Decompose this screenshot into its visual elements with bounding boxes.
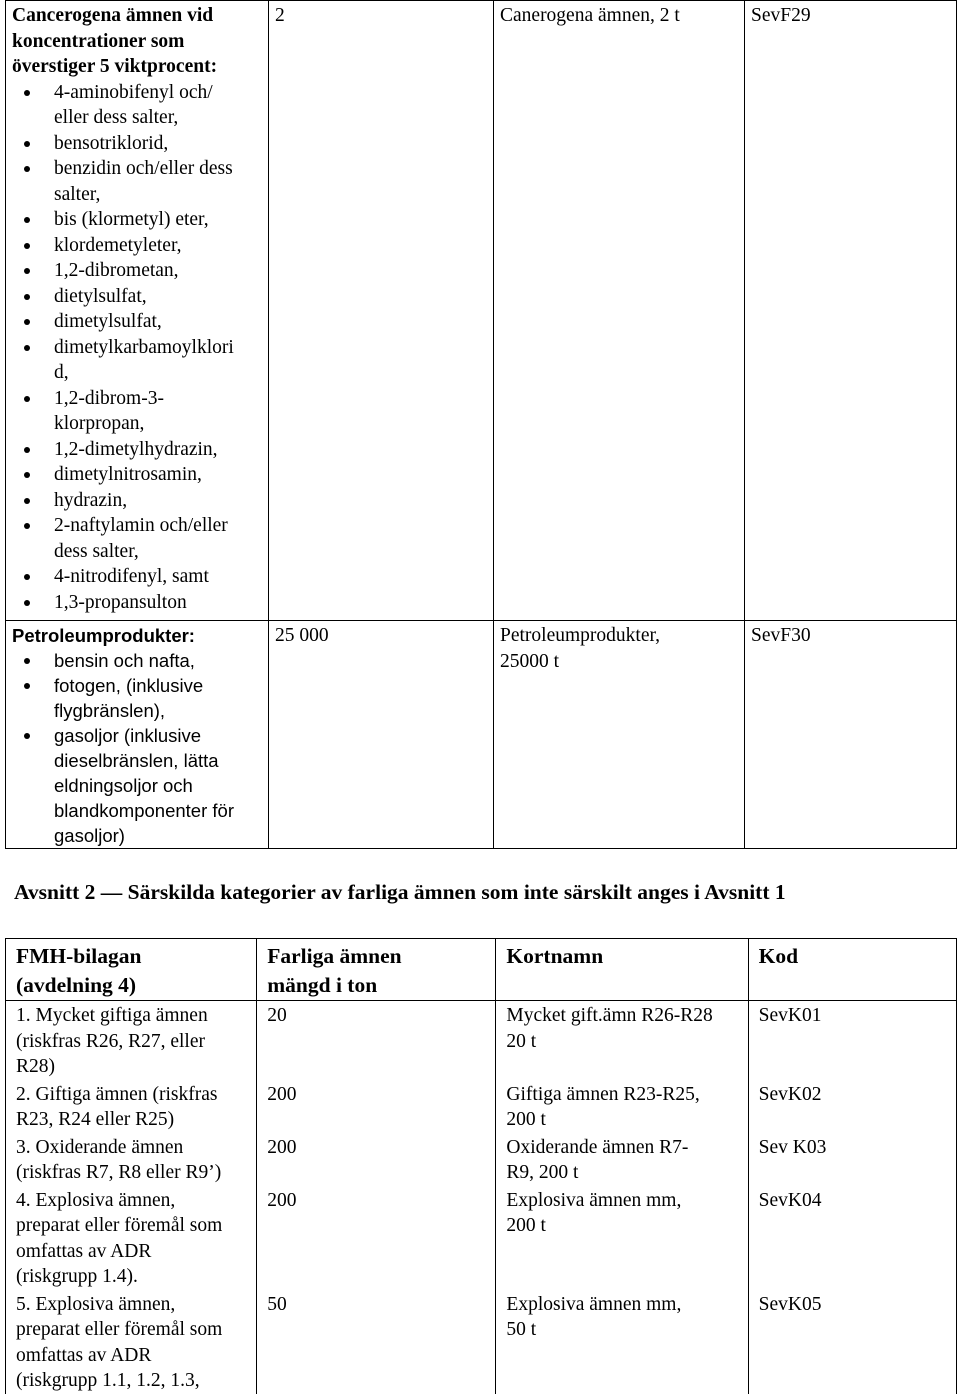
table-row xyxy=(6,621,957,849)
shortname-cell: Explosiva ämnen mm, 50 t xyxy=(496,1290,748,1394)
quantity-cell: 50 xyxy=(257,1290,496,1394)
code-cell: Sev K03 xyxy=(748,1133,956,1186)
quantity-cell: 200 xyxy=(257,1080,496,1133)
code-cell: SevK02 xyxy=(748,1080,956,1133)
list-item: hydrazin, xyxy=(54,488,262,514)
quantity-cell: 2 xyxy=(269,1,494,621)
code-cell: SevF29 xyxy=(745,1,957,621)
quantity-cell: 20 xyxy=(257,1001,496,1080)
list-item: 2-naftylamin och/eller dess salter, xyxy=(54,513,262,564)
table-row xyxy=(6,1080,957,1133)
table-row xyxy=(6,1133,957,1186)
quantity-cell: 200 xyxy=(257,1133,496,1186)
list-item: bensotriklorid, xyxy=(54,131,262,157)
list-item: dimetylnitrosamin, xyxy=(54,462,262,488)
list-item: benzidin och/eller dess salter, xyxy=(54,156,262,207)
table-row xyxy=(6,1,957,621)
column-header: Kortnamn xyxy=(496,939,748,1001)
list-item: 1,3-propansulton xyxy=(54,590,262,616)
shortname-cell: Explosiva ämnen mm, 200 t xyxy=(496,1186,748,1290)
category-cell: 1. Mycket giftiga ämnen (riskfras R26, R27, eller R28) xyxy=(6,1001,257,1080)
category-cell: 3. Oxiderande ämnen (riskfras R7, R8 eller R9’) xyxy=(6,1133,257,1186)
quantity-cell: 200 xyxy=(257,1186,496,1290)
list-item: gasoljor (inklusive dieselbränslen, lätta eldningsoljor och blandkomponenter för gasoljor) xyxy=(54,723,262,848)
list-item: bis (klormetyl) eter, xyxy=(54,207,262,233)
category-heading: Petroleumprodukter: xyxy=(12,625,195,646)
table-row xyxy=(6,1290,957,1394)
code-cell: SevF30 xyxy=(745,621,957,849)
shortname-cell: Oxiderande ämnen R7- R9, 200 t xyxy=(496,1133,748,1186)
list-item: 1,2-dibrom-3- klorpropan, xyxy=(54,386,262,437)
shortname-cell: Petroleumprodukter, 25000 t xyxy=(494,621,745,849)
column-header: FMH-bilagan (avdelning 4) xyxy=(6,939,257,1001)
list-item: dimetylsulfat, xyxy=(54,309,262,335)
substance-list xyxy=(12,80,262,616)
list-item: 1,2-dibrometan, xyxy=(54,258,262,284)
table-row xyxy=(6,1001,957,1080)
list-item: bensin och nafta, xyxy=(54,648,262,673)
category-cell xyxy=(6,621,269,849)
shortname-cell: Giftiga ämnen R23-R25, 200 t xyxy=(496,1080,748,1133)
code-cell: SevK05 xyxy=(748,1290,956,1394)
quantity-cell: 25 000 xyxy=(269,621,494,849)
column-header: Farliga ämnen mängd i ton xyxy=(257,939,496,1001)
category-cell: 2. Giftiga ämnen (riskfras R23, R24 eller R25) xyxy=(6,1080,257,1133)
category-cell: 4. Explosiva ämnen, preparat eller föremål som omfattas av ADR (riskgrupp 1.4). xyxy=(6,1186,257,1290)
code-cell: SevK01 xyxy=(748,1001,956,1080)
category-cell xyxy=(6,1,269,621)
category-cell: 5. Explosiva ämnen, preparat eller föremål som omfattas av ADR (riskgrupp 1.1, 1.2, 1.3, xyxy=(6,1290,257,1394)
code-cell: SevK04 xyxy=(748,1186,956,1290)
table-row xyxy=(6,1186,957,1290)
list-item: dietylsulfat, xyxy=(54,284,262,310)
substance-list xyxy=(12,648,262,848)
column-header: Kod xyxy=(748,939,956,1001)
table-header-row xyxy=(6,939,957,1001)
list-item: 4-aminobifenyl och/ eller dess salter, xyxy=(54,80,262,131)
list-item: dimetylkarbamoylklori d, xyxy=(54,335,262,386)
category-heading: Cancerogena ämnen vid koncentrationer som överstiger 5 viktprocent: xyxy=(12,5,218,77)
category-table xyxy=(5,938,957,1394)
list-item: fotogen, (inklusive flygbränslen), xyxy=(54,673,262,723)
substance-table xyxy=(5,0,957,849)
list-item: 4-nitrodifenyl, samt xyxy=(54,564,262,590)
list-item: klordemetyleter, xyxy=(54,233,262,259)
shortname-cell: Mycket gift.ämn R26-R28 20 t xyxy=(496,1001,748,1080)
list-item: 1,2-dimetylhydrazin, xyxy=(54,437,262,463)
shortname-cell: Canerogena ämnen, 2 t xyxy=(494,1,745,621)
section-heading: Avsnitt 2 — Särskilda kategorier av farliga ämnen som inte särskilt anges i Avsnitt 1 xyxy=(14,880,786,904)
